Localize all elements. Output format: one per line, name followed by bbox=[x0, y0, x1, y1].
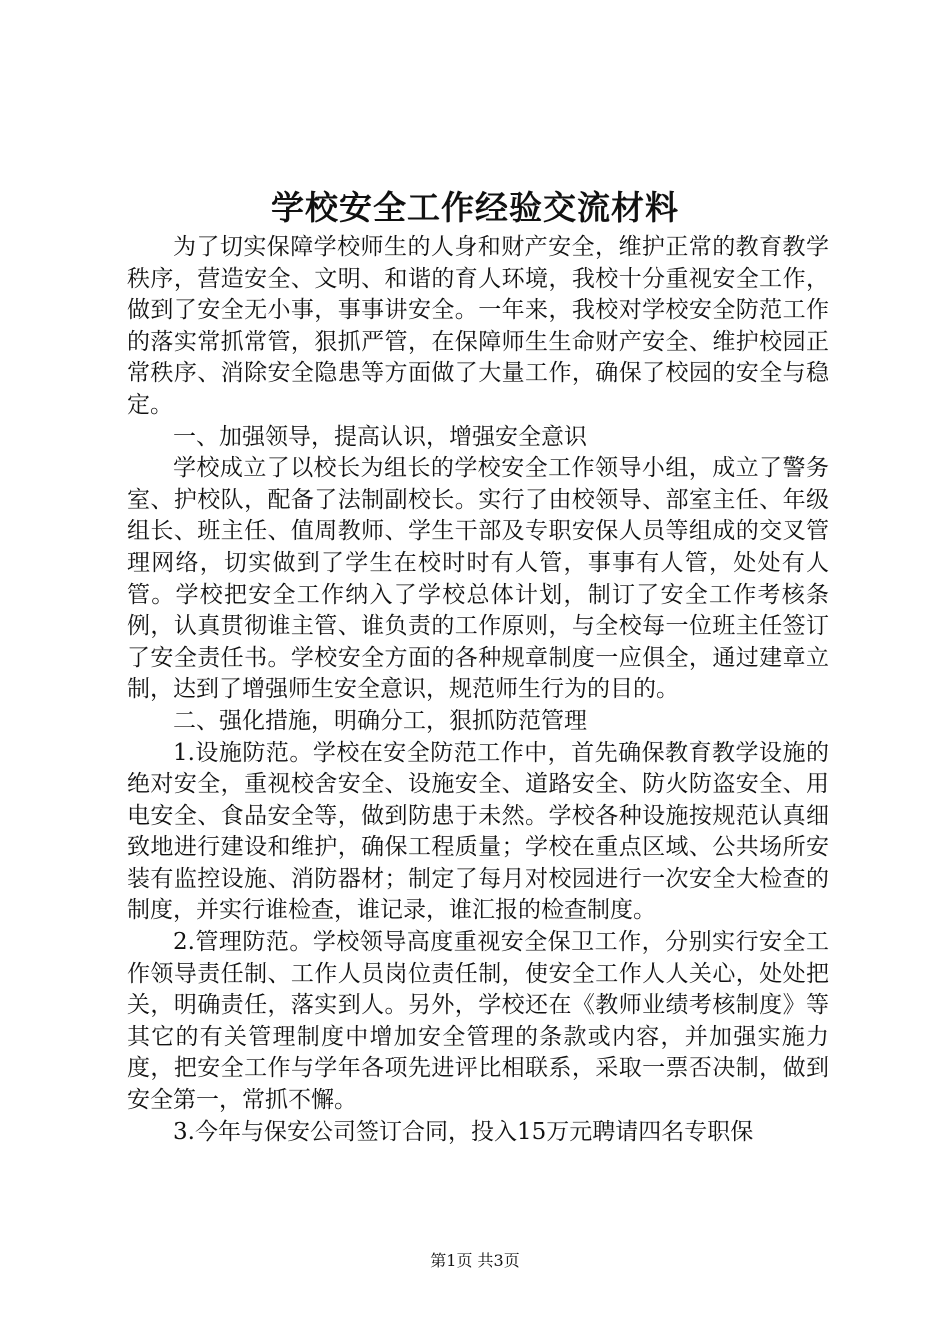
section-heading-1: 一、加强领导，提高认识，增强安全意识 bbox=[173, 423, 587, 450]
paragraph-section-1: 学校成立了以校长为组长的学校安全工作领导小组，成立了警务室、护校队，配备了法制副校长。实行了由校领导、部室主任、年级组长、班主任、值周教师、学生干部及专职安保人员等组成的交叉管理网络，切实做到了学生在校时时有人管，事事有人管，处处有人管。学校把安全工作纳入了学校总体计划，制订了安全工作考核条例，认真贯彻谁主管、谁负责的工作原则，与全校每一位班主任签订了安全责任书。学校安全方面的各种规章制度一应俱全，通过建章立制，达到了增强师生安全意识，规范师生行为的目的。 bbox=[127, 455, 829, 703]
paragraph-management-prevention: 2.管理防范。学校领导高度重视安全保卫工作，分别实行安全工作领导责任制、工作人员岗位责任制，使安全工作人人关心，处处把关，明确责任，落实到人。另外，学校还在《教师业绩考核制度》等其它的有关管理制度中增加安全管理的条款或内容，并加强实施力度，把安全工作与学年各项先进评比相联系，采取一票否决制，做到安全第一，常抓不懈。 bbox=[127, 929, 829, 1114]
document-title: 学校安全工作经验交流材料 bbox=[271, 188, 679, 227]
paragraph-security-contract: 3.今年与保安公司签订合同，投入15万元聘请四名专职保 bbox=[173, 1118, 754, 1145]
page-footer: 第1页 共3页 bbox=[430, 1251, 520, 1270]
document-body bbox=[127, 232, 829, 1148]
paragraph-facility-prevention: 1.设施防范。学校在安全防范工作中，首先确保教育教学设施的绝对安全，重视校舍安全、设施安全、道路安全、防火防盗安全、用电安全、食品安全等，做到防患于未然。学校各种设施按规范认真细致地进行建设和维护，确保工程质量；学校在重点区域、公共场所安装有监控设施、消防器材；制定了每月对校园进行一次安全大检查的制度，并实行谁检查，谁记录，谁汇报的检查制度。 bbox=[127, 739, 829, 924]
section-heading-2: 二、强化措施，明确分工，狠抓防范管理 bbox=[173, 707, 587, 734]
paragraph-intro: 为了切实保障学校师生的人身和财产安全，维护正常的教育教学秩序，营造安全、文明、和谐的育人环境，我校十分重视安全工作，做到了安全无小事，事事讲安全。一年来，我校对学校安全防范工作的落实常抓常管，狠抓严管，在保障师生生命财产安全、维护校园正常秩序、消除安全隐患等方面做了大量工作，确保了校园的安全与稳定。 bbox=[127, 234, 829, 418]
